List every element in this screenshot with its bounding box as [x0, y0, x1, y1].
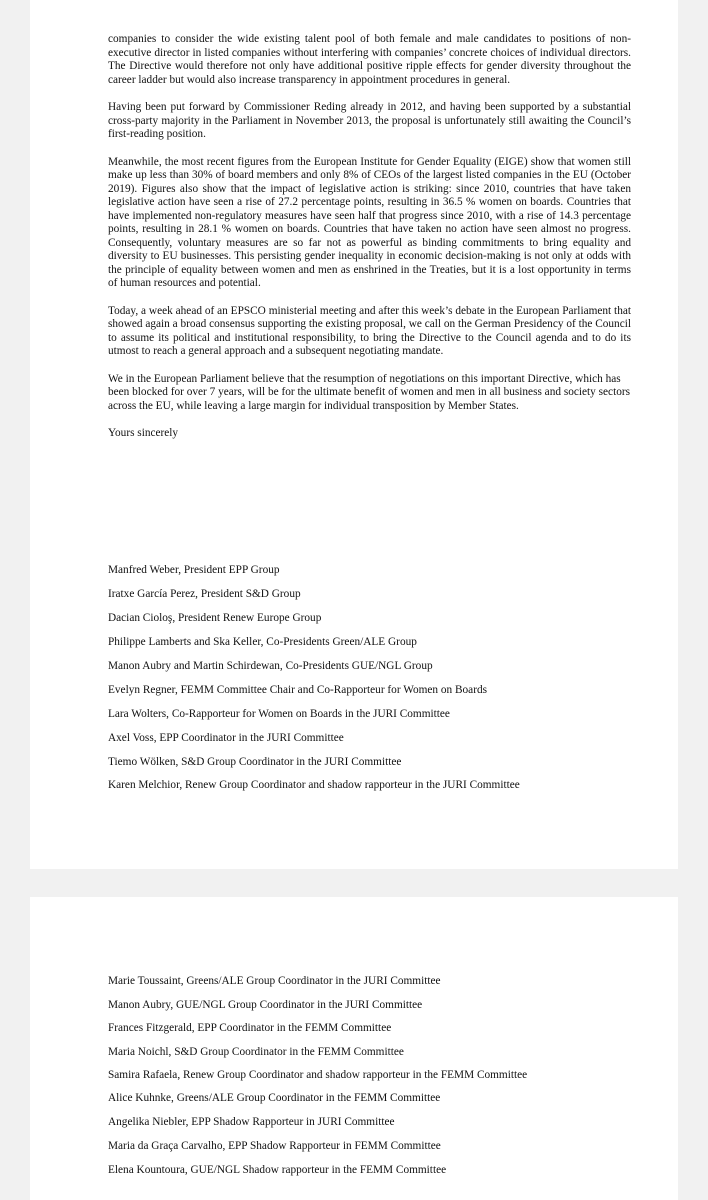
paragraph-call-to-presidency: Today, a week ahead of an EPSCO ministerial meeting and after this week’s debate in the European Parliament that showed again a broad consensus supporting the existing proposal, we call on the German Presidency of the Council to assume its political and institutional responsibility, to bring the Directive to the Council agenda and to do its utmost to reach a general approach and a subsequent negotiating mandate.	[108, 304, 631, 357]
document-page-1	[30, 0, 678, 869]
signatory: Samira Rafaela, Renew Group Coordinator and shadow rapporteur in the FEMM Committee	[108, 1069, 528, 1081]
signatory: Elena Kountoura, GUE/NGL Shadow rapporteur in the FEMM Committee	[108, 1164, 447, 1176]
paragraph-eige-figures: Meanwhile, the most recent figures from the European Institute for Gender Equality (EIGE) show that women still make up less than 30% of board members and only 8% of CEOs of the largest listed companies in the EU (October 2019). Figures also show that the impact of legislative action is striking: since 2010, countries that have taken legislative action have seen a rise of 27.2 percentage points, resulting in 36.5 % women on boards. Countries that have implemented non-regulatory measures have seen half that progress since 2010, with a rise of 14.3 percentage points, resulting in 28.1 % women on boards. Countries that have taken no action have seen almost no progress. Consequently, voluntary measures are so far not as powerful as binding commitments to bring equality and diversity to EU businesses. This persisting gender inequality in economic decision-making is not only at odds with the principle of equality between women and men as enshrined in the Treaties, but it is a lost opportunity in terms of human resources and potential.	[108, 155, 631, 289]
signatory: Lara Wolters, Co-Rapporteur for Women on Boards in the JURI Committee	[108, 708, 450, 720]
signatory: Manon Aubry and Martin Schirdewan, Co-Presidents GUE/NGL Group	[108, 660, 433, 672]
document-page-2	[30, 897, 678, 1200]
signatory: Philippe Lamberts and Ska Keller, Co-Presidents Green/ALE Group	[108, 636, 417, 648]
signatory: Karen Melchior, Renew Group Coordinator and shadow rapporteur in the JURI Committee	[108, 779, 520, 791]
signatory: Angelika Niebler, EPP Shadow Rapporteur in JURI Committee	[108, 1116, 395, 1128]
signatory: Tiemo Wölken, S&D Group Coordinator in the JURI Committee	[108, 756, 402, 768]
signatory: Manon Aubry, GUE/NGL Group Coordinator in the JURI Committee	[108, 999, 423, 1011]
paragraph-talent-pool: companies to consider the wide existing talent pool of both female and male candidates to positions of non-executive director in listed companies without interfering with companies’ concrete choices of individual directors. The Directive would therefore not only have additional positive ripple effects for gender diversity throughout the career ladder but would also increase transparency in appointment procedures in general.	[108, 33, 631, 86]
signatory: Evelyn Regner, FEMM Committee Chair and Co-Rapporteur for Women on Boards	[108, 684, 488, 696]
signatory: Manfred Weber, President EPP Group	[108, 564, 280, 576]
paragraph-parliament-belief: We in the European Parliament believe that the resumption of negotiations on this important Directive, which has been blocked for over 7 years, will be for the ultimate benefit of women and men in all business and society sectors across the EU, while leaving a large margin for individual transposition by Member States.	[108, 372, 631, 412]
signatory: Iratxe García Perez, President S&D Group	[108, 588, 301, 600]
signatory: Dacian Cioloş, President Renew Europe Group	[108, 612, 322, 624]
signatory: Axel Voss, EPP Coordinator in the JURI Committee	[108, 732, 344, 744]
signatory: Maria da Graça Carvalho, EPP Shadow Rapporteur in FEMM Committee	[108, 1140, 441, 1152]
signatory: Maria Noichl, S&D Group Coordinator in the FEMM Committee	[108, 1046, 404, 1058]
signatory: Frances Fitzgerald, EPP Coordinator in the FEMM Committee	[108, 1022, 392, 1034]
letter-body	[108, 33, 631, 441]
closing-salutation: Yours sincerely	[108, 427, 179, 439]
signatory: Alice Kuhnke, Greens/ALE Group Coordinator in the FEMM Committee	[108, 1092, 441, 1104]
signatory: Marie Toussaint, Greens/ALE Group Coordinator in the JURI Committee	[108, 975, 441, 987]
paragraph-proposal-history: Having been put forward by Commissioner Reding already in 2012, and having been supported by a substantial cross-party majority in the Parliament in November 2013, the proposal is unfortunately still awaiting the Council’s first-reading position.	[108, 101, 631, 140]
